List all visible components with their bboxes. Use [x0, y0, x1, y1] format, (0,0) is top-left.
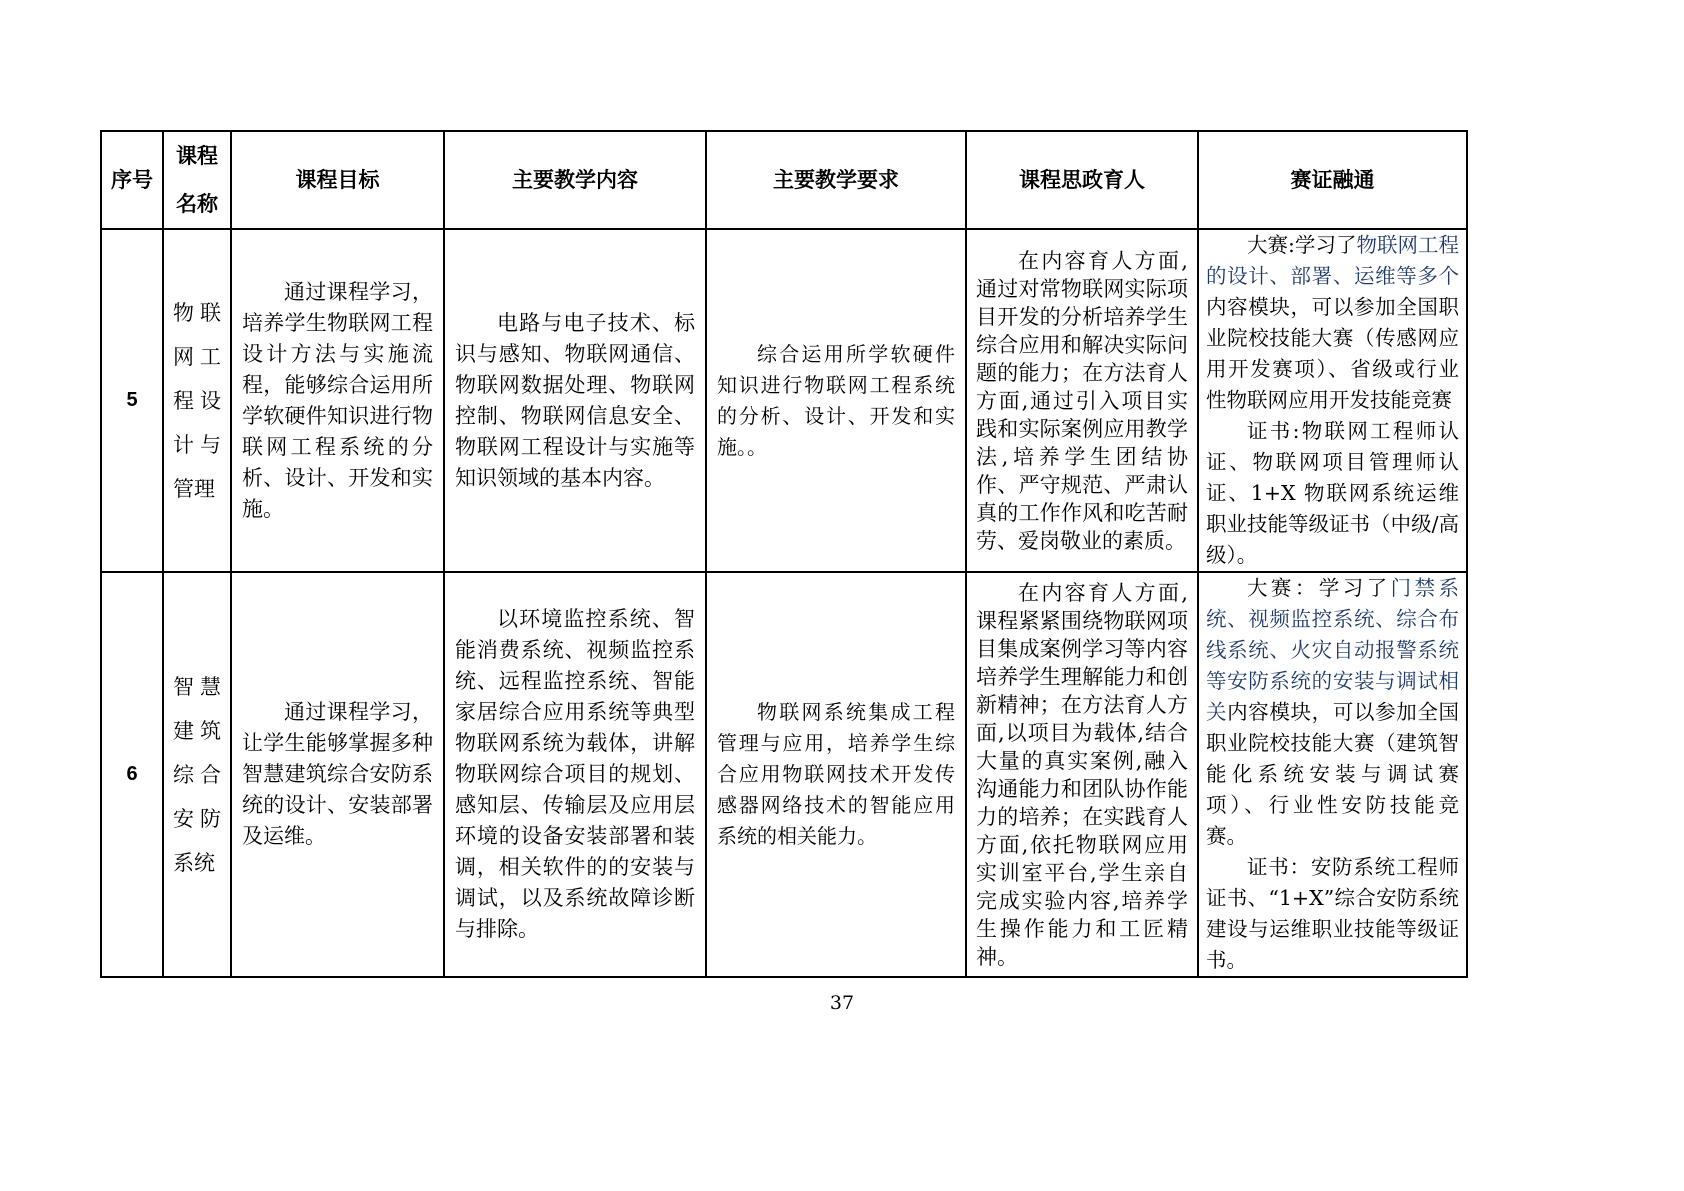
course-goal-cell: [231, 572, 444, 977]
course-goal-cell: [231, 229, 444, 572]
ideology-text: 在内容育人方面,通过对常物联网实际项目开发的分析培养学生综合应用和解决实际问题的能力；在方法育人方面,通过引入项目实践和实际案例应用教学法,培养学生团结协作、严守规范、严肃认真的工作作风和吃苦耐劳、爱岗敬业的素质。: [976, 248, 1188, 553]
course-goal-text: 通过课程学习，培养学生物联网工程设计方法与实施流程，能够综合运用所学软硬件知识进行物联网工程系统的分析、设计、开发和实施。: [242, 279, 433, 521]
competition-prefix: 大赛：学习了: [1247, 576, 1391, 600]
certificate-paragraph: 证书:物联网工程师认证、物联网项目管理师认证、1+X 物联网系统运维职业技能等级证书（中级/高级）。: [1206, 419, 1459, 567]
header-course-name: 课程名称: [163, 131, 231, 229]
header-competition-cert: 赛证融通: [1198, 131, 1467, 229]
competition-prefix: 大赛:学习了: [1247, 233, 1357, 257]
course-name-cell: [163, 229, 231, 572]
course-name-text: 智慧建筑综合安防系统: [173, 674, 221, 875]
competition-cert-cell: [1198, 229, 1467, 572]
seq-cell: 6: [101, 572, 163, 977]
teaching-content-text: 以环境监控系统、智能消费系统、视频监控系统、远程监控系统、智能家居综合应用系统等典型物联网系统为载体，讲解物联网综合项目的规划、感知层、传输层及应用层环境的设备安装部署和装调，相关软件的的安装与调试，以及系统故障诊断与排除。: [455, 607, 695, 941]
teaching-content-cell: [444, 572, 706, 977]
page-number: 37: [829, 992, 855, 1014]
teaching-content-cell: [444, 229, 706, 572]
table-header-row: [101, 131, 1467, 229]
competition-paragraph: [1206, 573, 1459, 852]
course-goal-text: 通过课程学习，让学生能够掌握多种智慧建筑综合安防系统的设计、安装部署及运维。: [242, 700, 433, 848]
course-name-text: 物联网工程设计与管理: [173, 300, 221, 501]
table-row: [101, 229, 1467, 572]
competition-suffix: 内容模块，可以参加全国职业院校技能大赛（传感网应用开发赛项）、省级或行业性物联网应用开发技能竞赛: [1206, 295, 1459, 412]
header-course-goal: 课程目标: [231, 131, 444, 229]
header-seq: 序号: [101, 131, 163, 229]
ideology-text: 在内容育人方面,课程紧紧围绕物联网项目集成案例学习等内容培养学生理解能力和创新精神；在方法育人方面,以项目为载体,结合大量的真实案例,融入沟通能力和团队协作能力的培养；在实践育人方面,依托物联网应用实训室平台,学生亲自完成实验内容,培养学生操作能力和工匠精神。: [976, 580, 1188, 969]
ideology-cell: [966, 572, 1198, 977]
competition-suffix: 内容模块，可以参加全国职业院校技能大赛（建筑智能化系统安装与调试赛项）、行业性安防技能竞赛。: [1206, 700, 1460, 848]
competition-highlight: 门禁系统、视频监控系统、综合布线系统、火灾自动报警系统等安防系统的安装与调试相关: [1206, 576, 1459, 724]
table-row: [101, 572, 1467, 977]
certificate-paragraph: 证书：安防系统工程师证书、“1+X”综合安防系统建设与运维职业技能等级证书。: [1206, 855, 1459, 972]
competition-paragraph: [1206, 230, 1459, 416]
course-plan-table: [100, 130, 1468, 978]
teaching-content-text: 电路与电子技术、标识与感知、物联网通信、物联网数据处理、物联网控制、物联网信息安全、物联网工程设计与实施等知识领域的基本内容。: [455, 310, 695, 490]
teaching-requirement-cell: [706, 572, 966, 977]
teaching-requirement-cell: [706, 229, 966, 572]
competition-cert-cell: [1198, 572, 1467, 977]
course-name-cell: [163, 572, 231, 977]
ideology-cell: [966, 229, 1198, 572]
teaching-requirement-text: 综合运用所学软硬件知识进行物联网工程系统的分析、设计、开发和实施。。: [717, 341, 955, 459]
header-ideology: 课程思政育人: [966, 131, 1198, 229]
teaching-requirement-text: 物联网系统集成工程管理与应用，培养学生综合应用物联网技术开发传感器网络技术的智能应用系统的相关能力。: [717, 700, 955, 848]
header-teaching-requirement: 主要教学要求: [706, 131, 966, 229]
seq-cell: 5: [101, 229, 163, 572]
competition-highlight: 物联网工程的设计、部署、运维等多个: [1206, 233, 1459, 288]
header-teaching-content: 主要教学内容: [444, 131, 706, 229]
